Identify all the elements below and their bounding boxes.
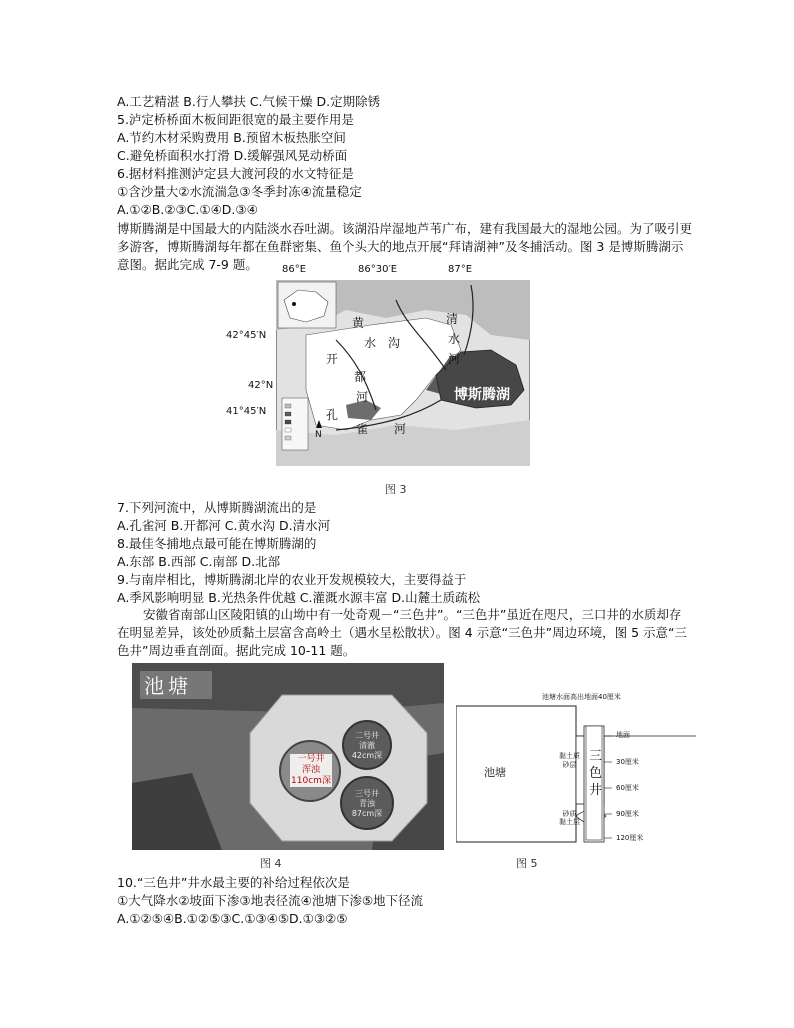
q8-stem: 8.最佳冬捕地点最可能在博斯腾湖的 <box>117 536 317 551</box>
river-label-shui: 水 <box>364 336 377 350</box>
well-3-depth: 87cm深 <box>351 809 383 818</box>
well-2-tag <box>348 731 386 761</box>
photo-pond-label: 池塘 <box>144 674 192 698</box>
well-3-tag <box>348 789 386 819</box>
well-1-depth: 110cm深 <box>291 776 331 786</box>
profile-layer-2 <box>559 810 580 826</box>
q5-stem: 5.泸定桥桥面木板间距很宽的最主要作用是 <box>117 112 354 127</box>
figure-5-profile <box>456 693 696 844</box>
scale-30cm: 30厘米 <box>616 758 639 766</box>
lat-label-41-45: 41°45′N <box>226 406 267 417</box>
well-3-quality: 青浊 <box>359 799 375 808</box>
well-2-quality: 清澈 <box>359 741 375 750</box>
profile-layer-1 <box>559 752 580 770</box>
well-1-name: 一号井 <box>297 754 325 764</box>
river-label-huang: 黄 <box>352 316 365 330</box>
river-label-kongque-he: 河 <box>394 422 407 436</box>
profile-well-char-1: 三 <box>589 749 603 764</box>
q10-stem: 10.“三色井”井水最主要的补给过程依次是 <box>117 875 350 890</box>
profile-layer-1-line1: 黏土质 <box>559 752 580 760</box>
well-2-depth: 42cm深 <box>351 751 383 760</box>
q6-options: A.①②B.②③C.①④D.③④ <box>117 202 258 217</box>
river-label-kai: 开 <box>326 352 339 366</box>
q9-options: A.季风影响明显 B.光热条件优越 C.灌溉水源丰富 D.山麓土质疏松 <box>117 590 481 605</box>
profile-well-char-2: 色 <box>589 766 603 781</box>
scale-120cm: 120厘米 <box>616 834 644 842</box>
figure-5-caption: 图 5 <box>516 857 538 870</box>
river-label-qing: 清 <box>446 312 459 326</box>
north-label: N <box>315 430 322 440</box>
profile-layer-1-line2: 砂层 <box>562 761 577 769</box>
figure-3-caption: 图 3 <box>385 483 407 496</box>
passage-three-color-wells: 安徽省南部山区陵阳镇的山坳中有一处奇观－“三色井”。“三色井”虽近在咫尺，三口井的水质却存在明显差异，该处砂质黏土层富含高岭土（遇水呈松散状）。图 4 示意“三色井”周边环境，图 5 示意“三色井”周边垂直剖面。据此完成 10-11 题。 <box>117 607 687 658</box>
well-1-quality: 浑浊 <box>301 765 320 775</box>
q7-options: A.孔雀河 B.开都河 C.黄水沟 D.清水河 <box>117 518 331 533</box>
lat-label-42-45: 42°45′N <box>226 330 267 341</box>
profile-well-char-3: 井 <box>589 783 603 798</box>
river-label-du: 都 <box>354 370 367 384</box>
q6-items: ①含沙量大②水流湍急③冬季封冻④流量稳定 <box>117 184 362 199</box>
profile-pond-label: 池塘 <box>484 766 506 779</box>
scale-ground: 地面 <box>616 731 630 739</box>
figure-4-caption: 图 4 <box>260 857 282 870</box>
profile-well-label <box>589 748 602 799</box>
figure-4-photo <box>132 663 444 850</box>
q4-options: A.工艺精湛 B.行人攀扶 C.气候干燥 D.定期除锈 <box>117 94 381 109</box>
profile-layer-2-line1: 砂质 <box>562 810 577 818</box>
scale-60cm: 60厘米 <box>616 784 639 792</box>
lake-label: 博斯腾湖 <box>454 387 510 403</box>
well-2-name: 二号井 <box>355 731 379 740</box>
figure-3-map <box>226 264 530 466</box>
lon-label-87: 87°E <box>448 264 473 275</box>
profile-top-note: 池塘水面高出地面40厘米 <box>542 693 621 701</box>
well-3-name: 三号井 <box>355 789 379 798</box>
q5-options-cd: C.避免桥面积水打滑 D.缓解强风晃动桥面 <box>117 148 348 163</box>
river-label-kong: 孔 <box>326 408 339 422</box>
scale-90cm: 90厘米 <box>616 810 639 818</box>
q9-stem: 9.与南岸相比，博斯腾湖北岸的农业开发规模较大，主要得益于 <box>117 572 467 587</box>
q10-options: A.①②⑤④B.①②⑤③C.①③④⑤D.①③②⑤ <box>117 911 348 926</box>
river-label-kaidu-he: 河 <box>356 390 369 404</box>
lon-label-86: 86°E <box>282 264 307 275</box>
river-label-que: 雀 <box>356 422 369 436</box>
passage-bosten-lake: 博斯腾湖是中国最大的内陆淡水吞吐湖。该湖沿岸湿地芦苇广布，建有我国最大的湿地公园。为了吸引更多游客，博斯腾湖每年都在鱼群密集、鱼个头大的地点开展“拜请湖神”及冬捕活动。图 3 是博斯腾湖示意图。据此完成 7-9 题。 <box>117 221 693 272</box>
river-label-he: 河 <box>448 352 461 366</box>
lon-label-86-30: 86°30′E <box>358 264 398 275</box>
river-label-gou: 沟 <box>388 336 401 350</box>
q6-stem: 6.据材料推测泸定县大渡河段的水文特征是 <box>117 166 354 181</box>
well-1-tag <box>290 754 332 787</box>
q5-options-ab: A.节约木材采购费用 B.预留木板热胀空间 <box>117 130 346 145</box>
q10-items: ①大气降水②坡面下渗③地表径流④池塘下渗⑤地下径流 <box>117 893 424 908</box>
q8-options: A.东部 B.西部 C.南部 D.北部 <box>117 554 281 569</box>
lat-label-42: 42°N <box>248 380 274 391</box>
profile-layer-2-line2: 黏土层 <box>559 818 580 826</box>
q7-stem: 7.下列河流中，从博斯腾湖流出的是 <box>117 500 317 515</box>
river-label-qing-shui: 水 <box>448 332 461 346</box>
